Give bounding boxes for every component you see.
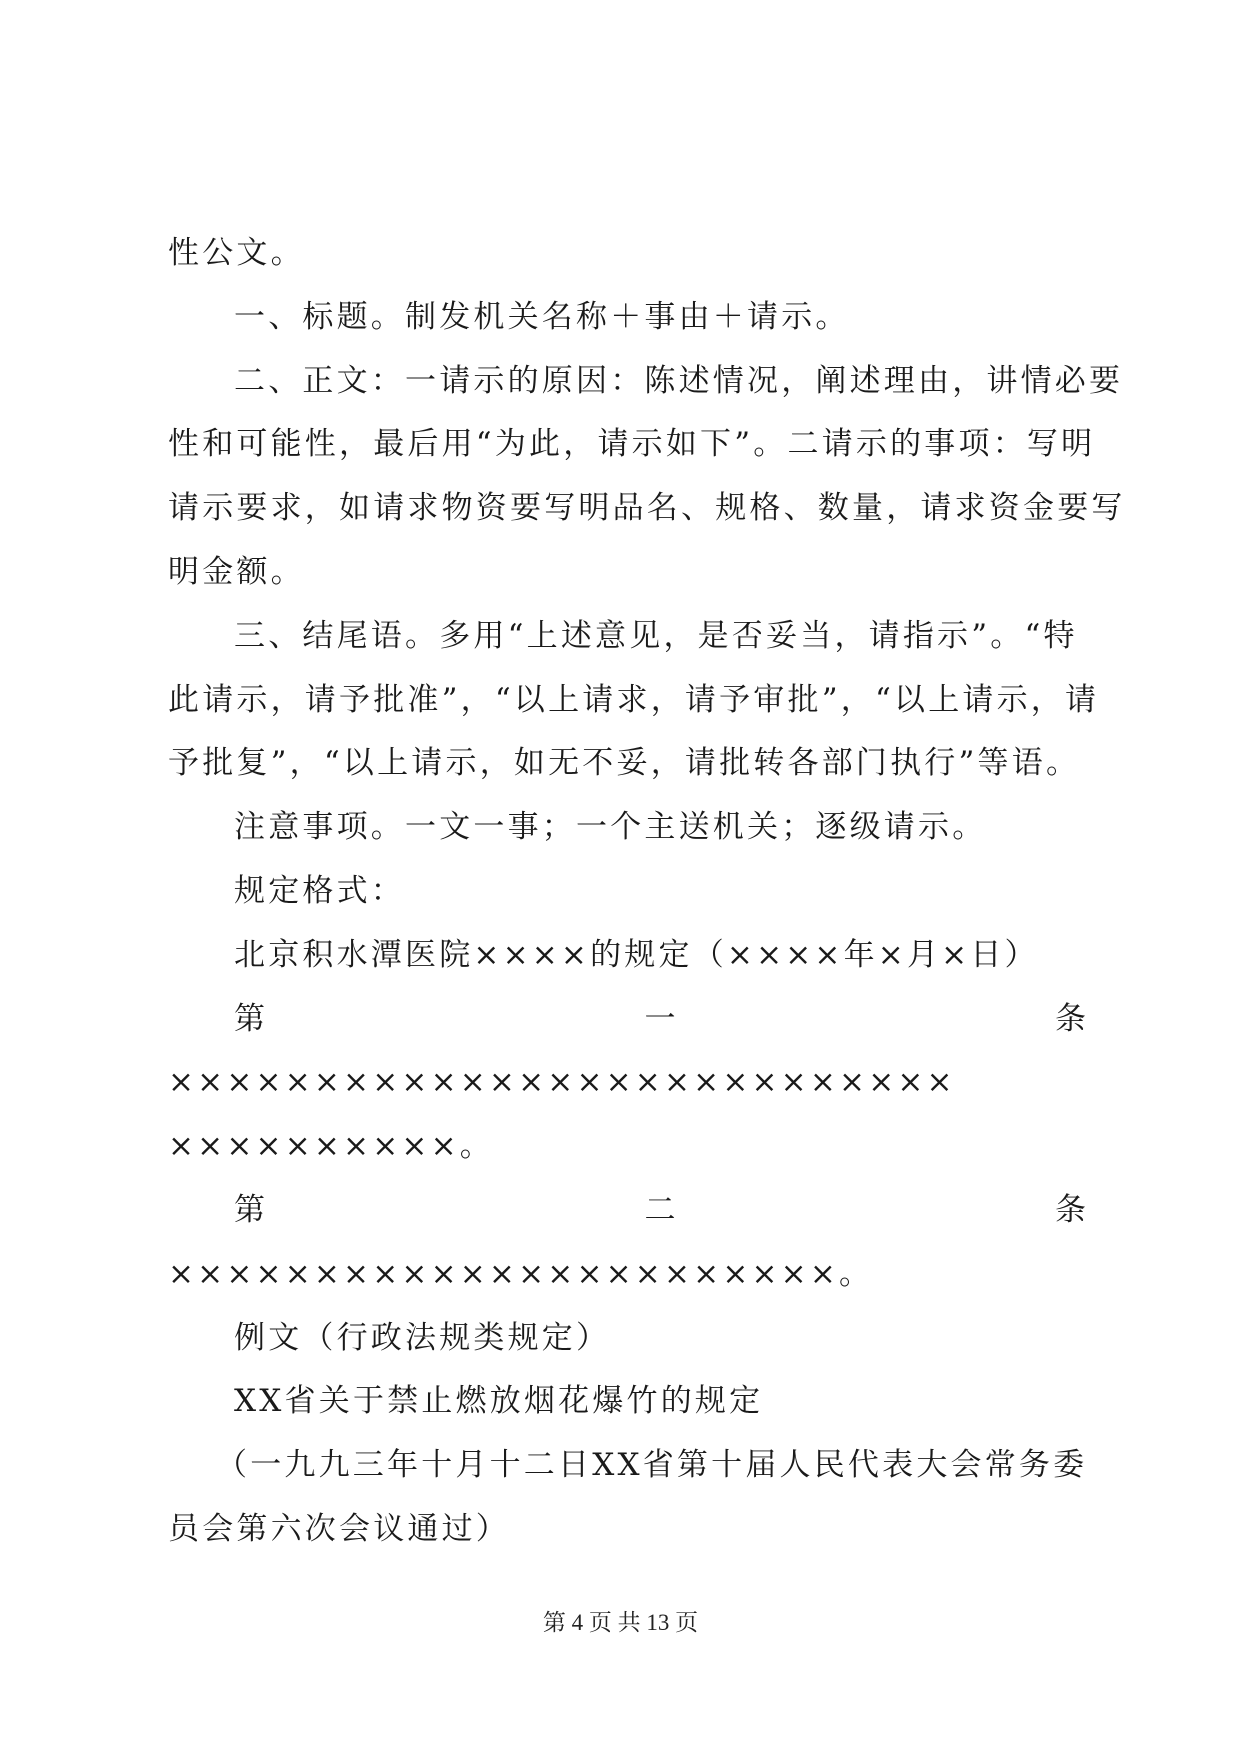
document-body [168, 222, 1126, 1562]
placeholder-line: ××××××××××××××××××××××××××× [168, 1064, 956, 1101]
paragraph-line: 例文（行政法规类规定） [234, 1319, 611, 1356]
article-two-di: 第 [234, 1191, 265, 1228]
article-two-tiao: 条 [1055, 1191, 1086, 1228]
paragraph-line: 性和可能性，最后用“为此，请示如下”。二请示的事项：写明 [168, 426, 1096, 463]
paragraph-line: 予批复”，“以上请示，如无不妥，请批转各部门执行”等语。 [168, 745, 1081, 782]
article-one-di: 第 [234, 1000, 265, 1037]
paragraph-line: 此请示，请予批准”，“以上请求，请予审批”，“以上请示，请 [168, 681, 1100, 718]
example-title: XX省关于禁止燃放烟花爆竹的规定 [234, 1383, 764, 1420]
paragraph-line: 明金额。 [168, 553, 305, 590]
article-two-number: 二 [644, 1191, 676, 1228]
page-footer: 第 4 页 共 13 页 [542, 1610, 699, 1635]
article-two-heading [168, 1179, 1086, 1243]
paragraph-line: 规定格式： [234, 872, 405, 909]
placeholder-line: ×××××××××××××××××××××××。 [168, 1255, 874, 1292]
paragraph-line: 请示要求，如请求物资要写明品名、规格、数量，请求资金要写 [168, 490, 1126, 527]
paragraph-line: 注意事项。一文一事；一个主送机关；逐级请示。 [234, 809, 987, 846]
section-title-line: 一、标题。制发机关名称＋事由＋请示。 [234, 298, 850, 335]
article-one-heading [168, 988, 1086, 1052]
paragraph-line: （一九九三年十月十二日XX省第十届人民代表大会常务委 [216, 1447, 1088, 1484]
paragraph-line: 员会第六次会议通过） [168, 1510, 510, 1547]
placeholder-line: ××××××××××。 [168, 1128, 494, 1165]
paragraph-line: 三、结尾语。多用“上述意见，是否妥当，请指示”。“特 [234, 617, 1078, 654]
paragraph-line: 性公文。 [168, 235, 305, 271]
paragraph-line: 北京积水潭医院××××的规定（××××年×月×日） [234, 936, 1039, 973]
article-one-number: 一 [644, 1000, 676, 1037]
article-one-tiao: 条 [1055, 1000, 1086, 1037]
paragraph-line: 二、正文：一请示的原因：陈述情况，阐述理由，讲情必要 [234, 362, 1124, 399]
